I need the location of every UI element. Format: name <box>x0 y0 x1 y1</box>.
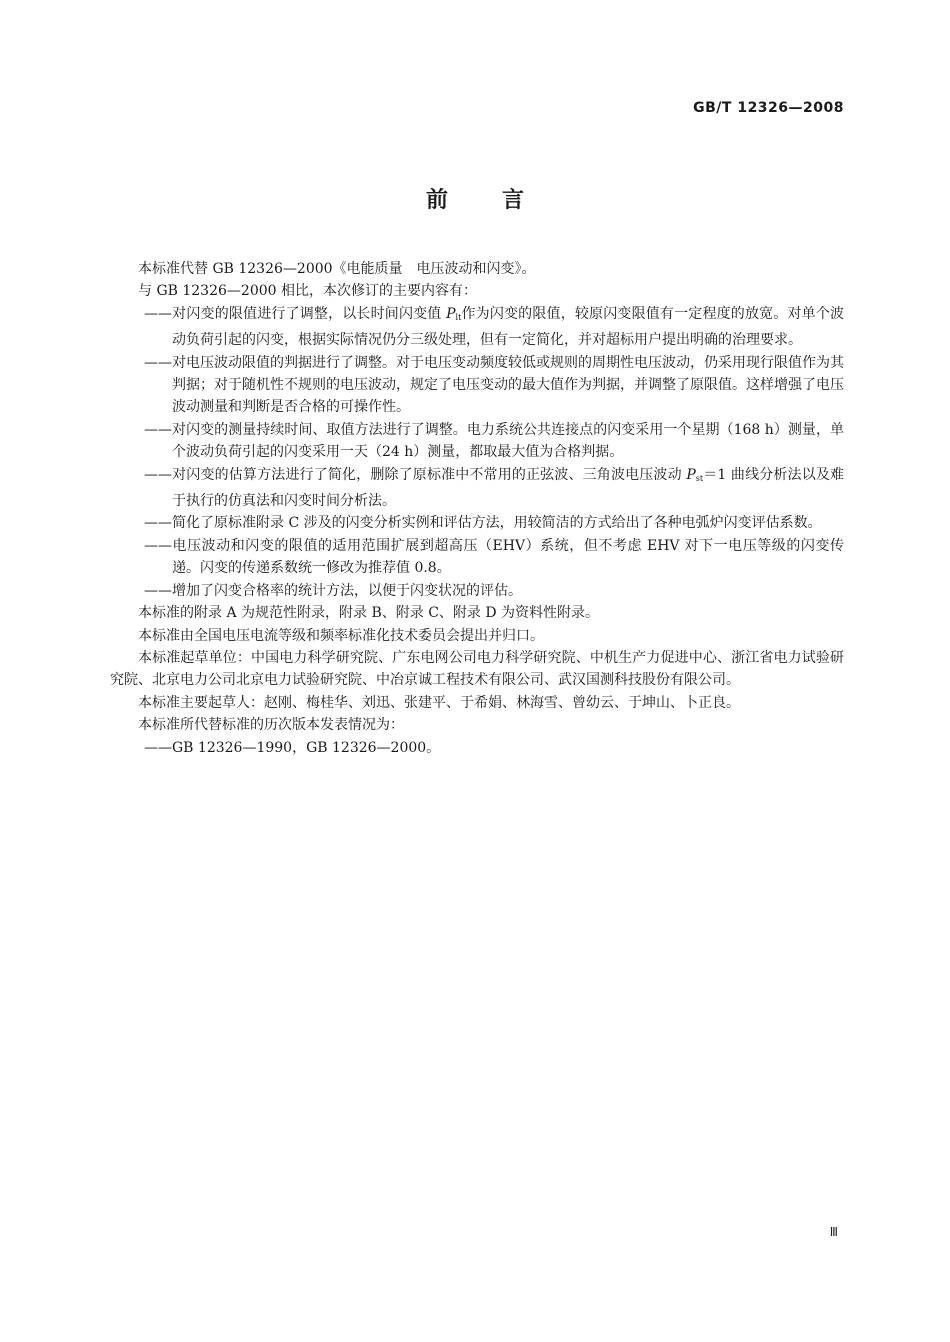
list-item-voltage-fluctuation: ——对电压波动限值的判据进行了调整。对于电压变动频度较低或规则的周期性电压波动，仍采用现行限值作为其判据；对于随机性不规则的电压波动，规定了电压变动的最大值作为判据，并调整了原限值。这样增强了电压波动测量和判断是否合格的可操作性。 <box>144 354 844 416</box>
list-item-ehv-scope: ——电压波动和闪变的限值的适用范围扩展到超高压（EHV）系统，但不考虑 EHV 对下一电压等级的闪变传递。闪变的传递系数统一修改为推荐值 0.8。 <box>144 537 844 577</box>
list-item-estimation-method: ——对闪变的估算方法进行了简化，删除了原标准中不常用的正弦波、三角波电压波动 $P_{st}=1$ 曲线分析法以及难于执行的仿真法和闪变时间分析法。 <box>144 466 845 510</box>
paragraph-drafting-units: 本标准起草单位：中国电力科学研究院、广东电网公司电力科学研究院、中机生产力促进中心、浙江省电力试验研究院、北京电力公司北京电力试验研究院、中冶京诚工程技术有限公司、武汉国测科技股份有限公司。 <box>110 649 844 689</box>
list-item-flicker-limits: ——对闪变的限值进行了调整，以长时间闪变值 $P_{lt}$作为闪变的限值，较原闪变限值有一定程度的放宽。对单个波动负荷引起的闪变，根据实际情况仍分三级处理，但有一定简化，并对超标用户提出明确的治理要求。 <box>144 305 845 349</box>
page-number: Ⅲ <box>829 1225 838 1239</box>
list-item-history: ——GB 12326—1990，GB 12326—2000。 <box>144 739 441 756</box>
list-item-measurement-duration: ——对闪变的测量持续时间、取值方法进行了调整。电力系统公共连接点的闪变采用一个星期（168 h）测量，单个波动负荷引起的闪变采用一天（24 h）测量，都取最大值为合格判据。 <box>144 421 844 461</box>
paragraph-drafters: 本标准主要起草人：赵刚、梅桂华、刘迅、张建平、于希娟、林海雪、曾幼云、于坤山、卜正良。 <box>138 694 740 711</box>
paragraph-changes-intro: 与 GB 12326—2000 相比，本次修订的主要内容有： <box>138 283 477 300</box>
paragraph-history-intro: 本标准所代替标准的历次版本发表情况为： <box>138 717 404 734</box>
list-item-compliance-rate: ——增加了闪变合格率的统计方法，以便于闪变状况的评估。 <box>144 582 522 599</box>
symbol-p: P <box>686 466 696 483</box>
symbol-subscript: lt <box>455 312 462 322</box>
symbol-p: P <box>446 305 456 322</box>
page-title: 前言 <box>425 188 578 213</box>
paragraph-replaces: 本标准代替 GB 12326—2000《电能质量 电压波动和闪变》。 <box>138 261 536 277</box>
symbol-subscript: st <box>695 473 704 483</box>
document-body <box>110 258 844 759</box>
list-item-annex-c: ——简化了原标准附录 C 涉及的闪变分析实例和评估方法，用较简洁的方式给出了各种电弧炉闪变评估系数。 <box>144 515 822 532</box>
standard-code: GB/T 12326—2008 <box>693 100 844 116</box>
paragraph-committee: 本标准由全国电压电流等级和频率标准化技术委员会提出并归口。 <box>138 627 544 644</box>
paragraph-annexes: 本标准的附录 A 为规范性附录，附录 B、附录 C、附录 D 为资料性附录。 <box>138 605 600 622</box>
